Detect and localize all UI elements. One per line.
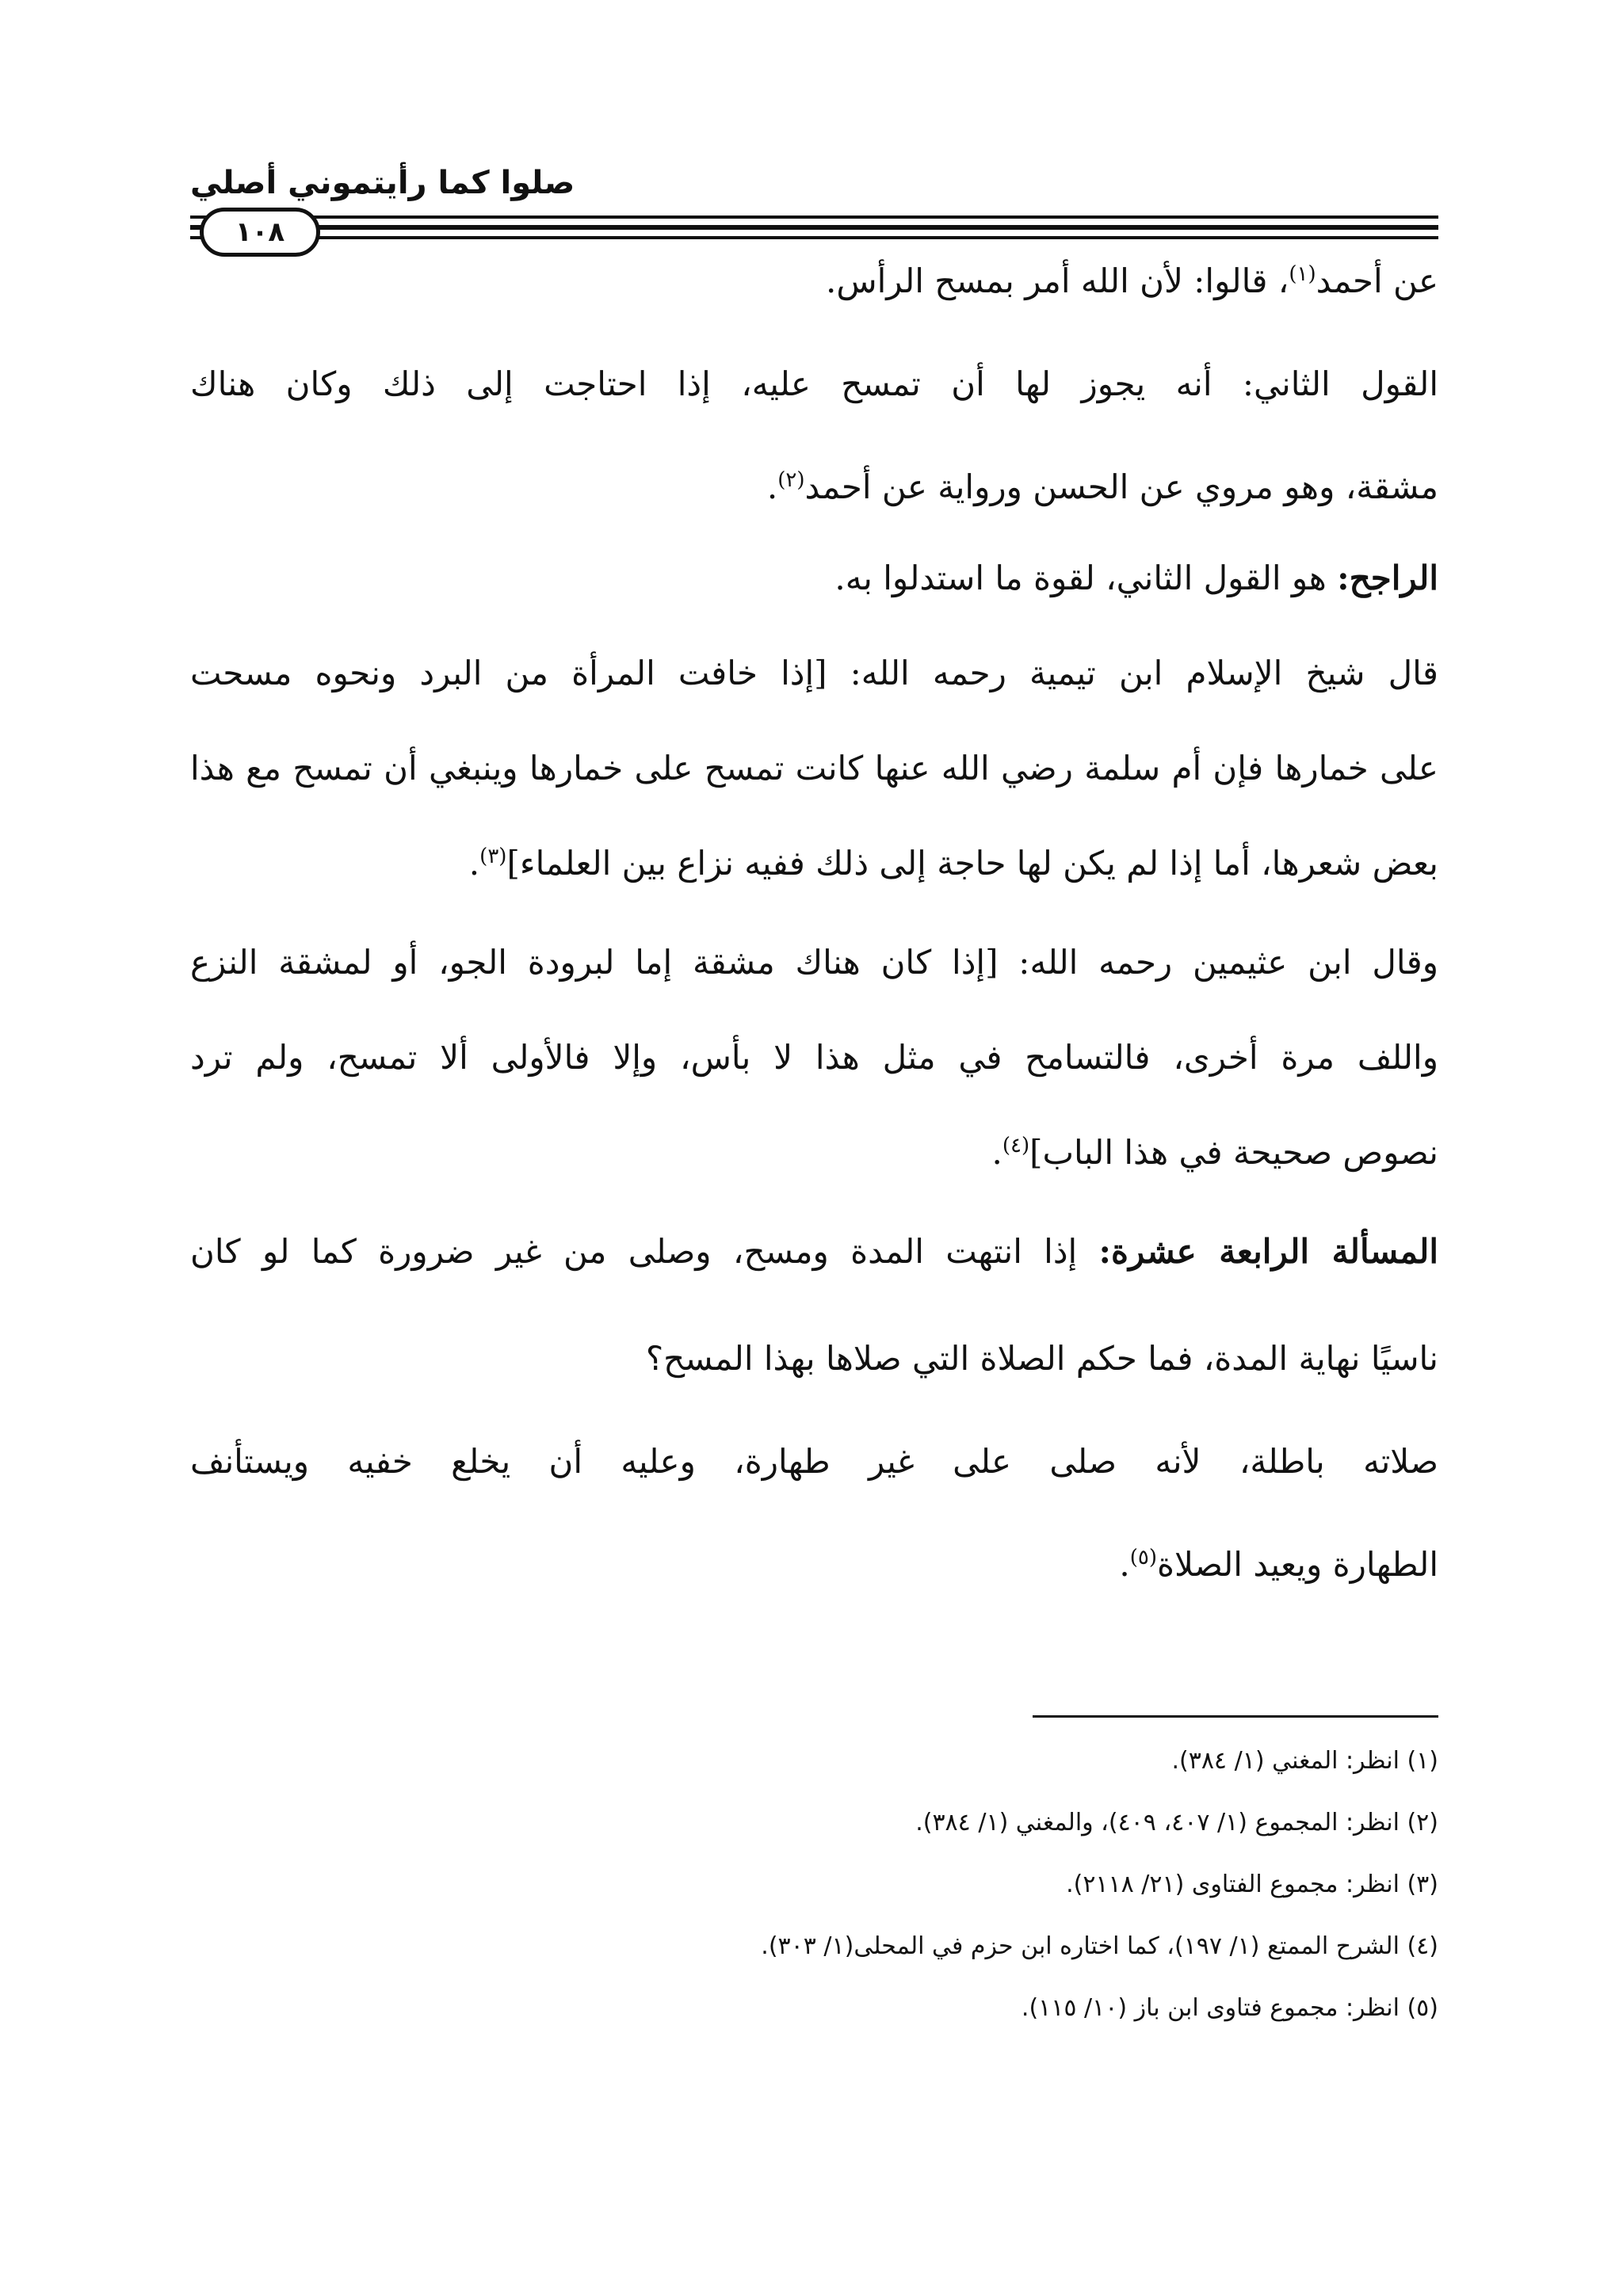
body-line: ناسيًا نهاية المدة، فما حكم الصلاة التي صلاها بهذا المسح؟ (645, 1339, 1438, 1378)
footnote: (٢) انظر: المجموع (١/ ٤٠٧، ٤٠٩)، والمغني (١/ ٣٨٤). (915, 1809, 1438, 1836)
body-line: واللف مرة أخرى، فالتسامح في مثل هذا لا بأس، وإلا فالأولى ألا تمسح، ولم ترد (190, 1038, 1438, 1077)
footnotes (190, 0, 1438, 2296)
body-line: على خمارها فإن أم سلمة رضي الله عنها كانت تمسح على خمارها وينبغي أن تمسح مع هذا (190, 749, 1438, 788)
body-line: الطهارة ويعيد الصلاة$^{(٥)}$. (1119, 1545, 1438, 1584)
body-line: بعض شعرها، أما إذا لم يكن لها حاجة إلى ذلك ففيه نزاع بين العلماء]$^{(٣)}$. (468, 844, 1438, 883)
body-line: القول الثاني: أنه يجوز لها أن تمسح عليه، إذا احتاجت إلى ذلك وكان هناك (190, 364, 1438, 403)
footnote: (١) انظر: المغني (١/ ٣٨٤). (1171, 1747, 1438, 1775)
body-line: الراجح: هو القول الثاني، لقوة ما استدلوا به. (834, 559, 1438, 597)
body-line: وقال ابن عثيمين رحمه الله: [إذا كان هناك مشقة إما لبرودة الجو، أو لمشقة النزع (190, 943, 1438, 982)
running-title: صلوا كما رأيتموني أصلي (190, 165, 575, 201)
body-line: مشقة، وهو مروي عن الحسن ورواية عن أحمد$^{(٢)}$. (766, 467, 1438, 506)
page-number: ١٠٨ (235, 216, 285, 248)
body-line: صلاته باطلة، لأنه صلى على غير طهارة، وعليه أن يخلع خفيه ويستأنف (190, 1442, 1438, 1481)
body-line: نصوص صحيحة في هذا الباب]$^{(٤)}$. (991, 1133, 1438, 1172)
footnote: (٥) انظر: مجموع فتاوى ابن باز (١٠/ ١١٥). (1021, 1994, 1438, 2022)
body-line: قال شيخ الإسلام ابن تيمية رحمه الله: [إذا خافت المرأة من البرد ونحوه مسحت (190, 654, 1438, 692)
body-line: عن أحمد$^{(١)}$، قالوا: لأن الله أمر بمسح الرأس. (826, 261, 1438, 300)
footnote: (٤) الشرح الممتع (١/ ١٩٧)، كما اختاره ابن حزم في المحلى(١/ ٣٠٣). (761, 1932, 1438, 1960)
footnote: (٣) انظر: مجموع الفتاوى (٢١/ ٢١١٨). (1066, 1871, 1438, 1898)
body-line: المسألة الرابعة عشرة: إذا انتهت المدة ومسح، وصلى من غير ضرورة كما لو كان (190, 1232, 1438, 1271)
